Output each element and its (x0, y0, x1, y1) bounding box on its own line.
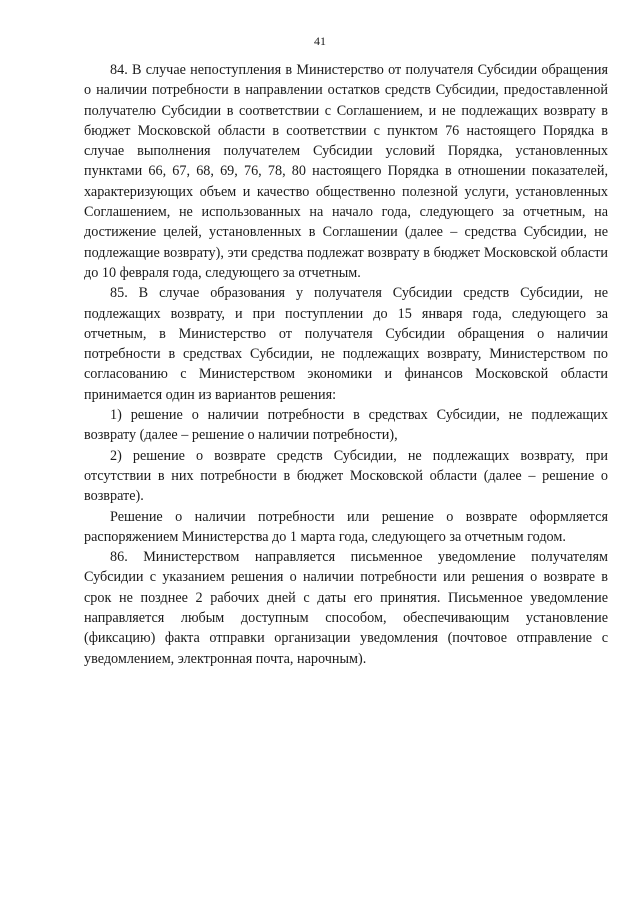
document-body (84, 60, 608, 669)
paragraph-decision-formalization: Решение о наличии потребности или решение о возврате оформляется распоряжением Министерства до 1 марта года, следующего за отчетным годом. (84, 508, 608, 545)
paragraph-85-option-2: 2) решение о возврате средств Субсидии, не подлежащих возврату, при отсутствии в них потребности в бюджет Московской области (далее – решение о возврате). (84, 447, 608, 505)
paragraph-85-option-1: 1) решение о наличии потребности в средствах Субсидии, не подлежащих возврату (далее – решение о наличии потребности), (84, 407, 608, 444)
paragraph-86: 86. Министерством направляется письменное уведомление получателям Субсидии с указанием решения о наличии потребности или решения о возврате в срок не позднее 2 рабочих дней с даты его принятия. Письменное уведомление направляется любым доступным способом, обеспечивающим установление (фиксацию) факта отправки организации уведомления (почтовое отправление с уведомлением, электронная почта, нарочным). (84, 549, 608, 667)
paragraph-84: 84. В случае непоступления в Министерство от получателя Субсидии обращения о наличии потребности в направлении остатков средств Субсидии, предоставленной получателю Субсидии в соответствии с Соглашением, и не подлежащих возврату в бюджет Московской области в соответствии с пунктом 76 настоящего Порядка в случае выполнения получателем Субсидии условий Порядка, установленных пунктами 66, 67, 68, 69, 76, 78, 80 настоящего Порядка в отношении показателей, характеризующих объем и качество общественно полезной услуги, установленных Соглашением, не использованных на начало года, следующего за отчетным, на достижение целей, установленных в Соглашении (далее – средства Субсидии, не подлежащие возврату), эти средства подлежат возврату в бюджет Московской области до 10 февраля года, следующего за отчетным. (84, 62, 608, 281)
page-number: 41 (314, 34, 326, 48)
paragraph-85: 85. В случае образования у получателя Субсидии средств Субсидии, не подлежащих возврату, и при поступлении до 15 января года, следующего за отчетным, в Министерство от получателя Субсидии обращения о наличии потребности в средствах Субсидии, не подлежащих возврату, Министерством по согласованию с Министерством экономики и финансов Московской области принимается один из вариантов решения: (84, 285, 608, 403)
